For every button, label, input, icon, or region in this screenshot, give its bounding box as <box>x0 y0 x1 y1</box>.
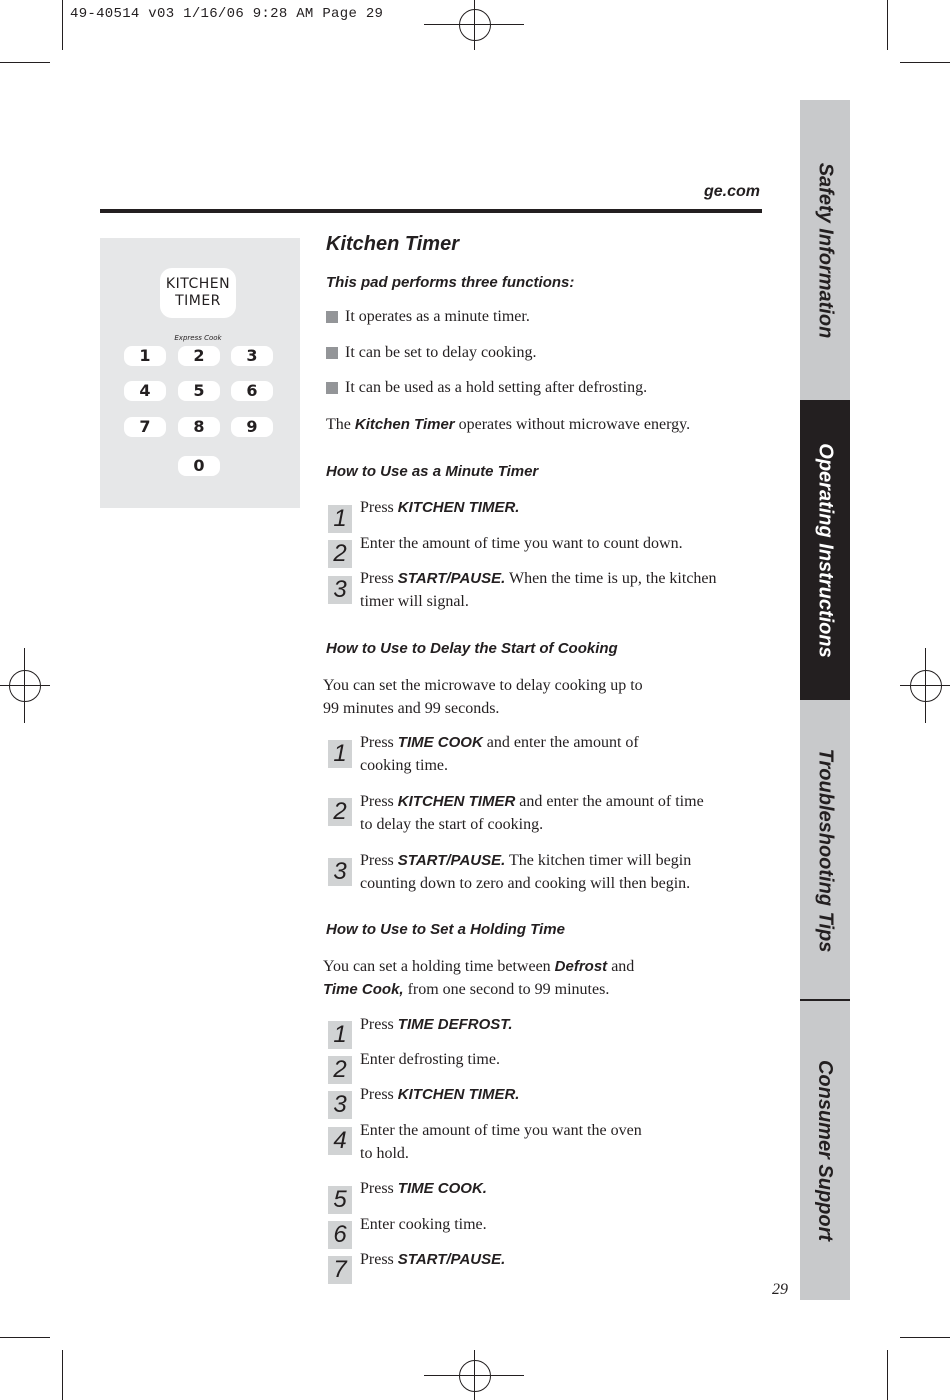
step-number: 7 <box>328 1256 352 1284</box>
tab-consumer-support[interactable]: Consumer Support <box>800 1001 850 1300</box>
holding-time-heading: How to Use to Set a Holding Time <box>326 921 565 938</box>
key-0: 0 <box>178 456 220 476</box>
step-text: Press KITCHEN TIMER. <box>360 1086 520 1103</box>
step-number: 4 <box>328 1127 352 1155</box>
step-number: 3 <box>328 858 352 886</box>
step-text: Press START/PAUSE. <box>360 1251 506 1268</box>
step-text: Enter the amount of time you want the oven to hold. <box>360 1122 642 1162</box>
step-number: 3 <box>328 1091 352 1119</box>
keypad-illustration <box>100 238 300 508</box>
tab-operating-instructions[interactable]: Operating Instructions <box>800 400 850 700</box>
step-number: 2 <box>328 798 352 826</box>
bullet-item: It can be set to delay cooking. <box>326 344 537 362</box>
holding-time-intro: You can set a holding time between Defrost and Time Cook, from one second to 99 minutes. <box>323 958 635 998</box>
key-8: 8 <box>178 417 220 437</box>
step-text: Press TIME COOK. <box>360 1180 487 1197</box>
minute-timer-heading: How to Use as a Minute Timer <box>326 463 539 480</box>
express-cook-label: Express Cook <box>174 334 222 342</box>
key-6: 6 <box>231 381 273 401</box>
step-number: 1 <box>328 505 352 533</box>
step-text: Press TIME COOK and enter the amount of cooking time. <box>360 734 639 774</box>
crop-mark <box>62 0 63 50</box>
page-number: 29 <box>772 1281 788 1298</box>
step-text: Enter the amount of time you want to count down. <box>360 535 683 552</box>
key-1: 1 <box>124 346 166 366</box>
header-rule <box>100 209 762 213</box>
step-number: 2 <box>328 1056 352 1084</box>
key-3: 3 <box>231 346 273 366</box>
step-number: 2 <box>328 540 352 568</box>
bullet-item: It operates as a minute timer. <box>326 308 530 326</box>
step-text: Enter cooking time. <box>360 1216 487 1233</box>
crop-mark <box>0 1337 50 1338</box>
tab-safety-information[interactable]: Safety Information <box>800 100 850 400</box>
bullet-square-icon <box>326 311 338 323</box>
step-text: Press START/PAUSE. When the time is up, the kitchen timer will signal. <box>360 570 717 610</box>
section-intro: This pad performs three functions: <box>326 274 575 291</box>
crop-mark <box>62 1350 63 1400</box>
step-text: Press KITCHEN TIMER. <box>360 499 520 516</box>
key-2: 2 <box>178 346 220 366</box>
energy-note: The Kitchen Timer operates without microwave energy. <box>326 416 691 433</box>
crop-mark <box>900 1337 950 1338</box>
delay-start-heading: How to Use to Delay the Start of Cooking <box>326 640 618 657</box>
key-9: 9 <box>231 417 273 437</box>
step-number: 5 <box>328 1186 352 1214</box>
crop-mark <box>887 1350 888 1400</box>
delay-start-intro: You can set the microwave to delay cooking up to 99 minutes and 99 seconds. <box>323 677 643 717</box>
step-text: Enter defrosting time. <box>360 1051 500 1068</box>
kitchen-timer-key-line1: KITCHEN <box>165 276 231 292</box>
step-text: Press TIME DEFROST. <box>360 1016 513 1033</box>
section-title: Kitchen Timer <box>326 233 459 255</box>
kitchen-timer-key <box>160 268 236 318</box>
bullet-item: It can be used as a hold setting after defrosting. <box>326 379 647 397</box>
step-number: 1 <box>328 740 352 768</box>
key-7: 7 <box>124 417 166 437</box>
crop-mark <box>0 62 50 63</box>
crop-mark <box>887 0 888 50</box>
step-text: Press START/PAUSE. The kitchen timer will begin counting down to zero and cooking will then begin. <box>360 852 692 892</box>
step-number: 1 <box>328 1021 352 1049</box>
step-number: 3 <box>328 576 352 604</box>
bullet-square-icon <box>326 382 338 394</box>
print-slug: 49-40514 v03 1/16/06 9:28 AM Page 29 <box>70 6 384 22</box>
key-4: 4 <box>124 381 166 401</box>
key-5: 5 <box>178 381 220 401</box>
tab-troubleshooting-tips[interactable]: Troubleshooting Tips <box>800 700 850 1000</box>
site-url: ge.com <box>703 183 760 200</box>
step-text: Press KITCHEN TIMER and enter the amount of time to delay the start of cooking. <box>360 793 704 833</box>
bullet-square-icon <box>326 347 338 359</box>
step-number: 6 <box>328 1221 352 1249</box>
kitchen-timer-key-line2: TIMER <box>175 293 221 309</box>
crop-mark <box>900 62 950 63</box>
